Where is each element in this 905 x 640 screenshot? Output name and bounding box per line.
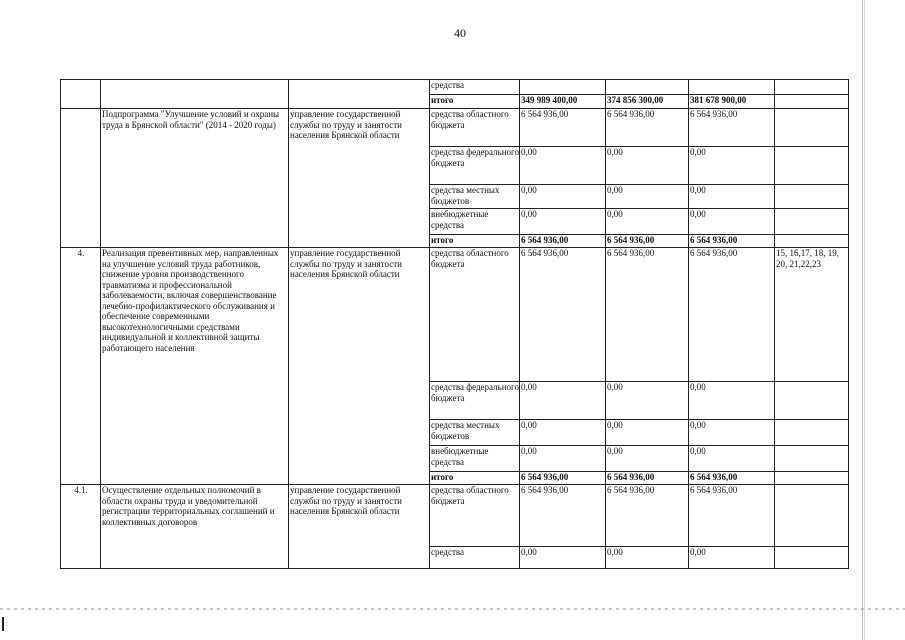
cell-year2-amount: 6 564 936,00	[606, 109, 689, 147]
cell-year3-amount: 6 564 936,00	[689, 485, 775, 547]
cell-year2-amount: 0,00	[606, 420, 689, 446]
cell-year3-amount: 6 564 936,00	[689, 109, 775, 147]
cell-year1-amount: 0,00	[520, 420, 606, 446]
cell-indicators	[775, 472, 849, 485]
cell-funding-source: внебюджетные средства	[430, 209, 520, 235]
table-row	[61, 109, 849, 147]
cell-year2-amount: 0,00	[606, 185, 689, 209]
cell-funding-source: средства	[430, 547, 520, 569]
cell-year3-amount: 6 564 936,00	[689, 472, 775, 485]
cell-indicators	[775, 185, 849, 209]
cell-year2-amount: 6 564 936,00	[606, 248, 689, 382]
scan-edge-line	[862, 0, 863, 640]
cell-indicators	[775, 147, 849, 185]
cell-year1-amount: 6 564 936,00	[520, 472, 606, 485]
cell-funding-source: средства областного бюджета	[430, 485, 520, 547]
cell-year2-amount	[606, 80, 689, 95]
cell-indicators	[775, 547, 849, 569]
cell-indicators	[775, 420, 849, 446]
cell-indicators	[775, 485, 849, 547]
cell-executor: управление государственной службы по труду и занятости населения Брянской области	[289, 109, 430, 248]
cell-funding-source: средства местных бюджетов	[430, 420, 520, 446]
cell-funding-source: итого	[430, 472, 520, 485]
cell-funding-source: средства местных бюджетов	[430, 185, 520, 209]
cell-year1-amount: 6 564 936,00	[520, 485, 606, 547]
cell-year3-amount: 0,00	[689, 446, 775, 472]
cell-num	[61, 109, 101, 248]
cell-indicators	[775, 382, 849, 420]
cell-year3-amount: 0,00	[689, 547, 775, 569]
table-row	[61, 80, 849, 95]
cell-year3-amount: 0,00	[689, 382, 775, 420]
cell-num	[61, 80, 101, 109]
cell-year2-amount: 0,00	[606, 209, 689, 235]
cell-indicators	[775, 109, 849, 147]
cell-indicators	[775, 95, 849, 109]
cell-indicators	[775, 235, 849, 248]
cell-funding-source: средства федерального бюджета	[430, 147, 520, 185]
cell-year1-amount: 349 989 400,00	[520, 95, 606, 109]
cell-year2-amount: 374 856 300,00	[606, 95, 689, 109]
scan-artifact-mark	[2, 617, 4, 631]
cell-executor: управление государственной службы по труду и занятости населения Брянской области	[289, 248, 430, 485]
cell-year2-amount: 0,00	[606, 382, 689, 420]
cell-funding-source: средства областного бюджета	[430, 109, 520, 147]
cell-funding-source: внебюджетные средства	[430, 446, 520, 472]
cell-name: Осуществление отдельных полномочий в области охраны труда и уведомительной регистрации территориальных соглашений и коллективных договоров	[101, 485, 289, 569]
cell-year3-amount: 0,00	[689, 209, 775, 235]
cell-year1-amount	[520, 80, 606, 95]
table-row	[61, 248, 849, 382]
cell-indicators: 15, 16,17, 18, 19, 20, 21,22,23	[775, 248, 849, 382]
cell-executor	[289, 80, 430, 109]
cell-year3-amount: 0,00	[689, 147, 775, 185]
cell-year1-amount: 6 564 936,00	[520, 248, 606, 382]
cell-year1-amount: 0,00	[520, 147, 606, 185]
page-number: 40	[454, 26, 466, 40]
cell-year1-amount: 0,00	[520, 209, 606, 235]
cell-num: 4.	[61, 248, 101, 485]
cell-year2-amount: 6 564 936,00	[606, 485, 689, 547]
cell-funding-source: средства	[430, 80, 520, 95]
cell-year1-amount: 0,00	[520, 185, 606, 209]
cell-executor: управление государственной службы по труду и занятости населения Брянской области	[289, 485, 430, 569]
cell-year2-amount: 0,00	[606, 446, 689, 472]
cell-year2-amount: 0,00	[606, 147, 689, 185]
cell-year3-amount: 381 678 900,00	[689, 95, 775, 109]
cell-year3-amount: 6 564 936,00	[689, 248, 775, 382]
cell-year3-amount: 0,00	[689, 185, 775, 209]
cell-year2-amount: 0,00	[606, 547, 689, 569]
cell-year3-amount: 6 564 936,00	[689, 235, 775, 248]
cell-year3-amount	[689, 80, 775, 95]
cell-year2-amount: 6 564 936,00	[606, 235, 689, 248]
cell-year1-amount: 6 564 936,00	[520, 235, 606, 248]
cell-name: Подпрограмма "Улучшение условий и охраны труда в Брянской области" (2014 - 2020 годы)	[101, 109, 289, 248]
cell-year3-amount: 0,00	[689, 420, 775, 446]
table-row	[61, 485, 849, 547]
scan-artifact-dots	[0, 608, 905, 610]
cell-year1-amount: 0,00	[520, 446, 606, 472]
cell-indicators	[775, 80, 849, 95]
cell-funding-source: средства федерального бюджета	[430, 382, 520, 420]
cell-name: Реализация превентивных мер, направленных на улучшение условий труда работников, снижение уровня производственного травматизма и профессиональной заболеваемости, включая совершенствование лечебно-профилактического обслуживания и обеспечение современными высокотехнологичными средствами индивидуальной и коллективной защиты работающего населения	[101, 248, 289, 485]
cell-year1-amount: 0,00	[520, 382, 606, 420]
budget-table	[60, 79, 849, 569]
scan-edge-line	[864, 0, 865, 640]
cell-year2-amount: 6 564 936,00	[606, 472, 689, 485]
cell-funding-source: итого	[430, 235, 520, 248]
cell-year1-amount: 6 564 936,00	[520, 109, 606, 147]
cell-year1-amount: 0,00	[520, 547, 606, 569]
cell-indicators	[775, 209, 849, 235]
cell-name	[101, 80, 289, 109]
cell-indicators	[775, 446, 849, 472]
cell-funding-source: средства областного бюджета	[430, 248, 520, 382]
cell-funding-source: итого	[430, 95, 520, 109]
cell-num: 4.1.	[61, 485, 101, 569]
